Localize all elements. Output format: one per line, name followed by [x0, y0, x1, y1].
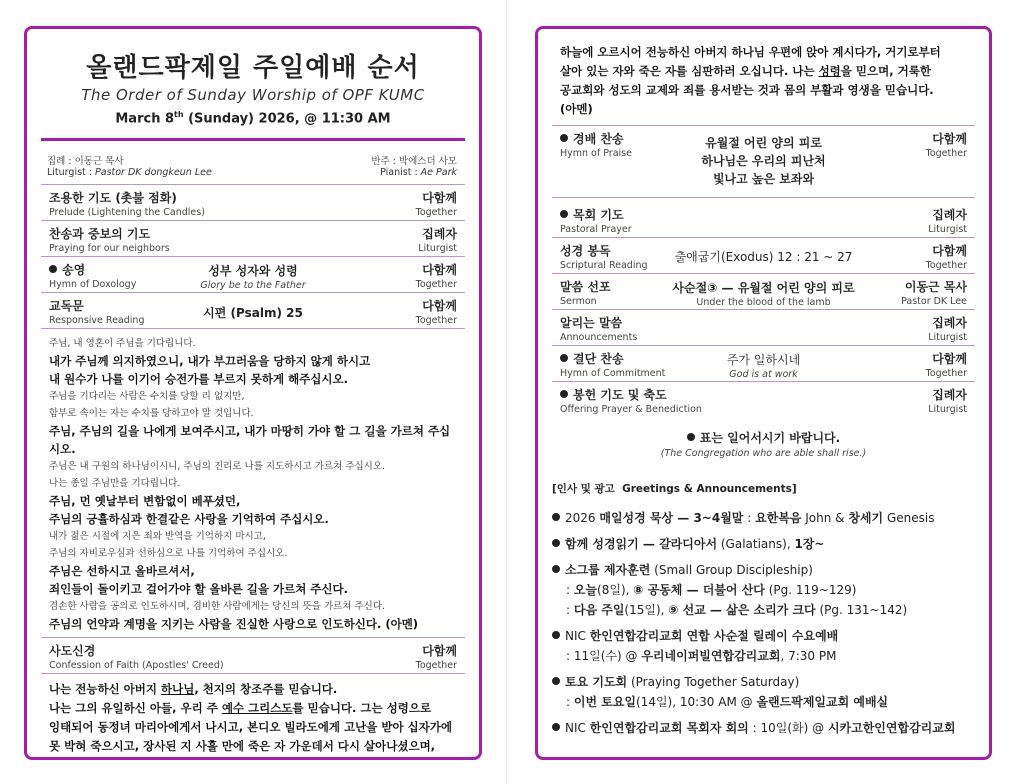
ann-seg: (Praying Together Saturday) [627, 675, 800, 689]
order-item-praise [552, 126, 975, 198]
creed-line [560, 62, 967, 81]
item-title: 조용한 기도 (촛불 점화) [49, 191, 177, 206]
creed-underlined: 하나님 [161, 682, 195, 697]
liturgist-ko: 집례 : 이동근 목사 [47, 156, 124, 168]
creed-seg: 나는 그의 유일하신 아들, 우리 주 [49, 701, 222, 716]
ann-seg: (15일), [624, 603, 669, 617]
stand-dot-icon [560, 210, 568, 218]
hymn-title-en: Glory be to the Father [200, 280, 306, 292]
item-role [416, 297, 457, 326]
date-sup: th [174, 110, 184, 119]
role-en: Together [415, 315, 457, 327]
psalm-line-congregation: 주님, 먼 옛날부터 변함없이 베푸셨던, [49, 494, 241, 509]
ann-seg: 2026 [565, 511, 600, 525]
ann-seg: 소그룹 제자훈련 [565, 563, 651, 577]
role-en: Pastor DK Lee [901, 296, 967, 307]
item-title-text: 경배 찬송 [573, 132, 624, 146]
creed-line [49, 699, 457, 718]
stand-note [538, 429, 989, 459]
role-ko: 다함께 [422, 191, 457, 206]
item-passage [41, 304, 465, 321]
item-subtitle: Announcements [560, 332, 638, 343]
psalm-line-leader: 나는 종일 주님만을 기다립니다. [49, 478, 181, 490]
bullet-icon [552, 677, 560, 685]
ann-seg: : 11일 [566, 649, 601, 663]
ann-seg: : [566, 603, 574, 617]
hymn-title-en: God is at work [729, 369, 798, 380]
psalm-line-leader: 겸손한 사람을 공의로 인도하시며, 겸비한 사람에게는 당신의 뜻을 가르쳐 주신다. [49, 601, 386, 613]
bullet-icon [552, 631, 560, 639]
item-subtitle: Offering Prayer & Benediction [560, 404, 702, 415]
announcements-heading [552, 481, 975, 496]
psalm-line-leader: 주님의 자비로우심과 선하심으로 나를 기억하여 주십시오. [49, 548, 288, 560]
role-ko: 집례자 [932, 208, 967, 222]
item-role [418, 225, 457, 254]
hymn-title: 유월절 어린 양의 피로 [705, 136, 822, 150]
ann-seg: (Small Group Discipleship) [650, 563, 813, 577]
ann-seg: 창세기 [848, 511, 884, 525]
psalm-line-leader: 주님을 기다리는 사람은 수치를 당할 리 없지만, [49, 391, 245, 403]
stand-note-text: 표는 일어서시기 바랍니다. [699, 431, 841, 445]
hymn-title: 주가 일하시네 [726, 353, 801, 367]
announcement-item [552, 718, 975, 738]
role-en: Together [415, 279, 457, 291]
psalm-line-leader: 함부로 속이는 자는 수치를 당하고야 말 것입니다. [49, 408, 254, 420]
ann-seg: (수) [600, 649, 622, 663]
right-page [535, 26, 992, 760]
liturgist-en [47, 167, 212, 178]
order-item-responsive-reading [41, 293, 465, 329]
item-role [901, 278, 967, 307]
sermon-title: 사순절③ — 유월절 어린 양의 피로 [672, 281, 855, 295]
ann-seg: 함께 성경읽기 — 갈라디아서 [565, 537, 718, 551]
ann-seg: Genesis [883, 511, 935, 525]
item-subtitle: Praying for our neighbors [49, 243, 170, 255]
role-en: Together [415, 660, 457, 672]
pianist-ko: 반주 : 박에스더 사모 [371, 156, 457, 168]
hymn-title: 빛나고 높은 보좌와 [712, 172, 815, 186]
pianist-en-label: Pianist : [380, 167, 421, 179]
announcement-subline [552, 580, 975, 600]
item-title-text: 결단 찬송 [573, 352, 624, 366]
ann-seg: 다음 주일 [573, 603, 625, 617]
ann-seg: : [566, 583, 574, 597]
hymn-title: 하나님은 우리의 피난처 [701, 154, 826, 168]
ann-seg: (Galatians), [717, 537, 795, 551]
liturgist-en-name: Pastor DK dongkeun Lee [95, 167, 212, 179]
psalm-line-congregation: 죄인들이 돌이키고 걸어가야 할 올바른 길을 가르쳐 주신다. [49, 582, 349, 597]
ann-seg: : [743, 511, 756, 525]
ann-seg: 올랜드팍제일교회 예배실 [756, 695, 889, 709]
item-title: 말씀 선포 [560, 280, 611, 294]
creed-seg: 를 믿습니다. 그는 성령으로 [292, 701, 432, 716]
item-role [926, 130, 967, 159]
bullet-icon [552, 513, 560, 521]
ann-seg: (화) [787, 721, 809, 735]
role-en: Liturgist [928, 332, 967, 343]
role-ko: 다함께 [422, 263, 457, 278]
psalm-line-leader: 내가 젊은 시절에 지은 죄와 반역을 기억하지 마시고, [49, 531, 266, 543]
ann-seg: @ [808, 721, 828, 735]
role-en: Liturgist [928, 404, 967, 415]
role-ko: 다함께 [932, 132, 967, 146]
fold-line [506, 0, 507, 784]
order-item-intercession [41, 221, 465, 257]
item-title: 교독문 [49, 299, 84, 314]
item-role [416, 189, 457, 218]
item-hymns [552, 134, 975, 188]
sub-title: The Order of Sunday Worship of OPF KUMC [81, 86, 425, 104]
psalm-line-congregation: 주님의 긍휼하심과 한결같은 사랑을 기억하여 주십시오. [49, 512, 329, 527]
creed-underlined: 예수 그리스도 [221, 701, 293, 716]
item-role [926, 350, 967, 379]
psalm-line-congregation: 주님, 주님의 길을 나에게 보여주시고, 내가 마땅히 가야 할 그 길을 가르쳐 주십시오. [49, 424, 451, 457]
role-en: Liturgist [418, 243, 457, 255]
item-passage [552, 248, 975, 265]
item-hymn [552, 351, 975, 380]
sermon-title-en: Under the blood of the lamb [696, 297, 831, 308]
ann-seg: ⑨ 선교 — 삶은 소리가 크다 [668, 603, 816, 617]
item-title [560, 386, 967, 403]
creed-line: 잉태되어 동정녀 마리아에게서 나시고, 본디오 빌라도에게 고난을 받아 십자가에 [49, 720, 452, 735]
ann-seg: 이번 토요일 [573, 695, 636, 709]
item-hymn [41, 262, 465, 291]
role-ko: 집례자 [422, 227, 457, 242]
announcement-subline [552, 600, 975, 620]
psalm-line-leader: 주님, 내 영혼이 주님을 기다립니다. [49, 338, 196, 350]
ann-seg: (8일), [597, 583, 634, 597]
ann-seg: 토요 기도회 [565, 675, 628, 689]
ann-seg: , 7:30 PM [780, 649, 837, 663]
ann-seg: (Pg. 119~129) [764, 583, 857, 597]
service-date [27, 110, 479, 126]
pianist-info [371, 153, 457, 178]
item-role [928, 314, 967, 343]
psalm-line-congregation: 내 원수가 나를 이기어 승전가를 부르지 못하게 해주십시오. [49, 372, 349, 387]
role-ko: 집례자 [932, 388, 967, 402]
item-subtitle: Responsive Reading [49, 315, 145, 327]
stand-note-en: (The Congregation who are able shall rise.) [660, 448, 867, 459]
announcements-list [552, 508, 975, 738]
ann-seg: John & [801, 511, 849, 525]
bullet-icon [552, 539, 560, 547]
item-subtitle: Scriptural Reading [560, 260, 648, 271]
psalm-text [41, 333, 465, 638]
ann-seg: 1장~ [794, 537, 825, 551]
role-ko: 집례자 [932, 316, 967, 330]
creed-seg: 나는 전능하신 아버지 [49, 682, 161, 697]
stand-note-ko [538, 429, 989, 446]
role-ko: 다함께 [932, 244, 967, 258]
creed-seg: 살아 있는 자와 죽은 자를 심판하러 오십니다. 나는 [560, 64, 819, 78]
liturgist-en-label: Liturgist : [47, 167, 96, 179]
ann-seg: 한인연합감리교회 목회자 회의 [589, 721, 749, 735]
order-item-announcements [552, 310, 975, 346]
psalm-line-leader: 주님은 내 구원의 하나님이시니, 주님의 진리로 나를 지도하시고 가르쳐 주십시오. [49, 461, 386, 473]
announcement-item [552, 508, 975, 528]
bullet-icon [552, 565, 560, 573]
item-title: 사도신경 [49, 644, 96, 659]
psalm-line-congregation: 내가 주님께 의지하였으니, 내가 부끄러움을 당하지 않게 하시고 [49, 354, 371, 369]
date-prefix: March 8 [115, 111, 175, 127]
announcement-item [552, 672, 975, 712]
creed-text [41, 680, 465, 756]
ann-seg: 시카고한인연합감리교회 [827, 721, 956, 735]
announcement-item [552, 560, 975, 620]
creed-line: 공교회와 성도의 교제와 죄를 용서받는 것과 몸의 부활과 영생을 믿습니다. [560, 83, 934, 97]
creed-line: 못 박혀 죽으시고, 장사된 지 사흘 만에 죽은 자 가운데서 다시 살아나셨으며, [49, 739, 436, 754]
ann-seg: : [566, 695, 574, 709]
item-title-text: 봉헌 기도 및 축도 [573, 388, 667, 402]
item-role [416, 642, 457, 671]
creed-seg: , 천지의 창조주를 믿습니다. [194, 682, 338, 697]
ann-seg: 오늘 [573, 583, 598, 597]
order-item-offering [552, 382, 975, 417]
item-subtitle: Hymn of Commitment [560, 368, 666, 379]
heading-en: Greetings & Announcements] [622, 483, 797, 495]
item-title: 알리는 말씀 [560, 316, 623, 330]
announcement-item [552, 626, 975, 666]
leaders-row [27, 141, 479, 184]
liturgist-info [47, 153, 212, 178]
item-title-text: 목회 기도 [573, 208, 624, 222]
item-title-text: 송영 [62, 263, 86, 278]
creed-continuation [552, 43, 975, 126]
role-en: Together [925, 368, 967, 379]
creed-line [49, 680, 457, 699]
ann-seg: (Pg. 131~142) [815, 603, 908, 617]
stand-dot-icon [687, 433, 695, 441]
item-subtitle: Confession of Faith (Apostles' Creed) [49, 660, 224, 672]
ann-seg: : 10일 [748, 721, 788, 735]
item-subtitle: Hymn of Praise [560, 148, 632, 159]
order-item-prelude [41, 185, 465, 221]
item-role [926, 242, 967, 271]
ann-seg: 우리네이퍼빌연합감리교회 [641, 649, 781, 663]
main-title: 올랜드팍제일 주일예배 순서 [86, 53, 420, 83]
order-item-creed [41, 638, 465, 674]
item-title: 성경 봉독 [560, 244, 611, 258]
ann-seg: (14일), 10:30 AM @ [636, 695, 757, 709]
item-subtitle: Prelude (Lightening the Candles) [49, 207, 205, 219]
passage-title: 출애굽기(Exodus) 12 : 21 ~ 27 [674, 250, 853, 264]
item-role [928, 206, 967, 235]
order-item-scripture [552, 238, 975, 274]
role-en: Together [415, 207, 457, 219]
ann-seg: NIC [565, 721, 590, 735]
order-item-doxology [41, 257, 465, 293]
item-role [928, 386, 967, 415]
ann-seg: 요한복음 [755, 511, 802, 525]
ann-seg: 매일성경 묵상 — 3~4월말 [599, 511, 744, 525]
psalm-line-congregation: 주님의 언약과 계명을 지키는 사람을 진실한 사랑으로 인도하신다. (아멘) [49, 617, 419, 632]
item-subtitle: Pastoral Prayer [560, 224, 632, 235]
order-item-sermon [552, 274, 975, 310]
bullet-icon [552, 723, 560, 731]
pianist-en [371, 167, 457, 178]
order-item-commitment [552, 346, 975, 382]
role-en: Liturgist [928, 224, 967, 235]
creed-seg: 을 믿으며, 거룩한 [840, 64, 931, 78]
ann-seg: ⑧ 공동체 — 더불어 산다 [633, 583, 765, 597]
order-item-pastoral-prayer [552, 202, 975, 238]
role-ko: 다함께 [932, 352, 967, 366]
ann-seg: @ [621, 649, 642, 663]
announcement-subline [552, 646, 975, 666]
role-en: Together [925, 260, 967, 271]
announcement-item [552, 534, 975, 554]
announcement-subline [552, 692, 975, 712]
stand-dot-icon [560, 390, 568, 398]
creed-underlined: 성령 [818, 64, 841, 78]
pianist-en-name: Ae Park [420, 167, 457, 179]
role-ko: 다함께 [422, 299, 457, 314]
left-page [24, 26, 482, 760]
item-title: 찬송과 중보의 기도 [49, 227, 151, 242]
creed-line: 하늘에 오르시어 전능하신 아버지 하나님 우편에 앉아 계시다가, 거기로부터 [560, 45, 941, 59]
psalm-line-congregation: 주님은 선하시고 올바르셔서, [49, 564, 195, 579]
role-en: Together [925, 148, 967, 159]
role-ko: 이동근 목사 [904, 280, 967, 294]
date-suffix: (Sunday) 2026, @ 11:30 AM [183, 111, 391, 127]
title-block [27, 29, 479, 126]
item-subtitle: Sermon [560, 296, 597, 307]
item-title [560, 206, 967, 223]
ann-seg: NIC [565, 629, 590, 643]
heading-ko: [인사 및 광고 [552, 483, 615, 495]
creed-line: (아멘) [560, 102, 593, 116]
role-ko: 다함께 [422, 644, 457, 659]
ann-seg: 한인연합감리교회 연합 사순절 릴레이 수요예배 [589, 629, 839, 643]
item-subtitle: Hymn of Doxology [49, 279, 137, 291]
hymn-title: 성부 성자와 성령 [208, 264, 298, 279]
item-role [416, 261, 457, 290]
passage-title: 시편 (Psalm) 25 [203, 306, 303, 321]
